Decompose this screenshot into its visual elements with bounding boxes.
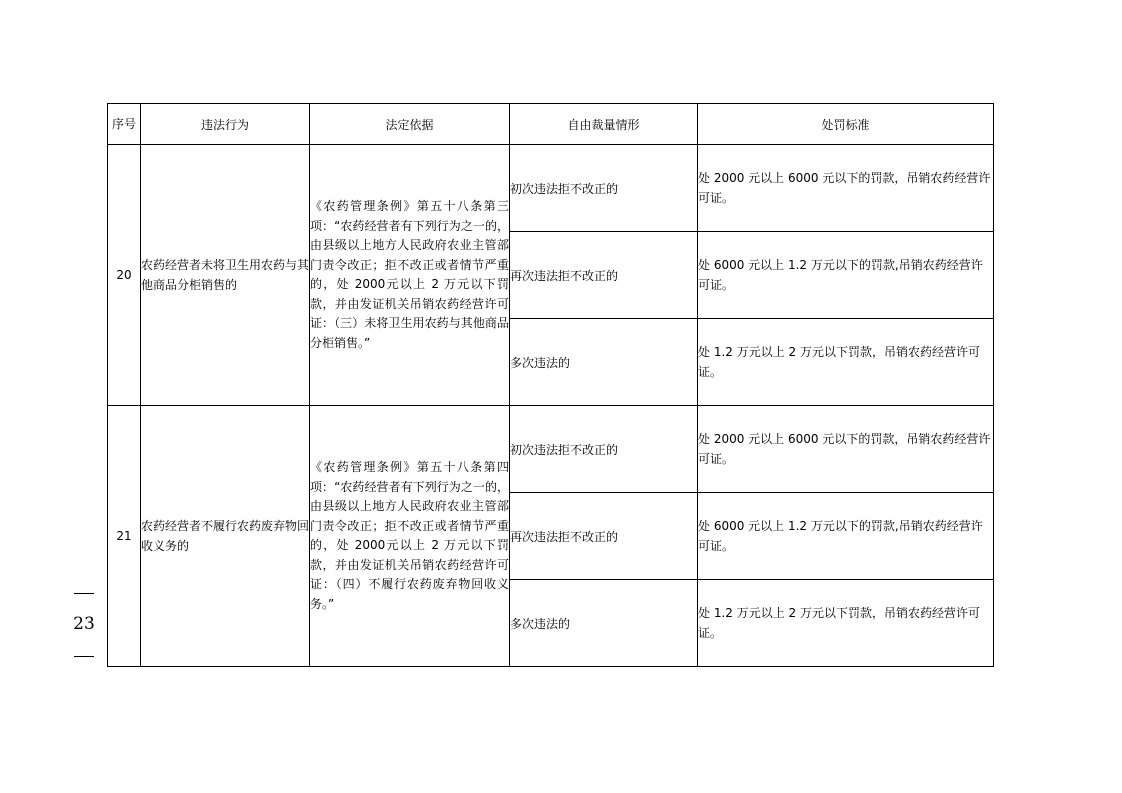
header-standard: 处罚标准 bbox=[698, 104, 994, 145]
row-legal-basis: 《农药管理条例》第五十八条第三项：“农药经营者有下列行为之一的，由县级以上地方人民政府农业主管部门责令改正；拒不改正或者情节严重的，处 2000元以上 2 万元以下罚款，并由发证机关吊销农药经营许可证：（三）未将卫生用农药与其他商品分柜销售。” bbox=[310, 145, 510, 406]
row-behavior: 农药经营者未将卫生用农药与其他商品分柜销售的 bbox=[141, 145, 310, 406]
row-legal-basis: 《农药管理条例》第五十八条第四项：“农药经营者有下列行为之一的，由县级以上地方人民政府农业主管部门责令改正；拒不改正或者情节严重的，处 2000元以上 2 万元以下罚款，并由发证机关吊销农药经营许可证：（四）不履行农药废弃物回收义务。” bbox=[310, 406, 510, 667]
row-standard: 处 6000 元以上 1.2 万元以下的罚款,吊销农药经营许可证。 bbox=[698, 232, 994, 319]
penalty-table bbox=[107, 103, 994, 667]
header-row bbox=[108, 104, 994, 145]
row-standard: 处 2000 元以上 6000 元以下的罚款，吊销农药经营许可证。 bbox=[698, 145, 994, 232]
row-behavior: 农药经营者不履行农药废弃物回收义务的 bbox=[141, 406, 310, 667]
page-number-dash-bottom bbox=[74, 656, 94, 657]
header-behavior: 违法行为 bbox=[141, 104, 310, 145]
row-seq: 20 bbox=[108, 145, 141, 406]
row-standard: 处 1.2 万元以上 2 万元以下罚款，吊销农药经营许可证。 bbox=[698, 319, 994, 406]
row-seq: 21 bbox=[108, 406, 141, 667]
table-row bbox=[108, 145, 994, 232]
table-row bbox=[108, 406, 994, 493]
header-seq: 序号 bbox=[108, 104, 141, 145]
page-number: 23 bbox=[73, 614, 95, 634]
header-basis: 法定依据 bbox=[310, 104, 510, 145]
row-circumstance: 再次违法拒不改正的 bbox=[510, 493, 698, 580]
page-number-dash-top bbox=[74, 593, 94, 594]
header-circumstance: 自由裁量情形 bbox=[510, 104, 698, 145]
row-circumstance: 多次违法的 bbox=[510, 580, 698, 667]
row-circumstance: 初次违法拒不改正的 bbox=[510, 145, 698, 232]
row-standard: 处 2000 元以上 6000 元以下的罚款，吊销农药经营许可证。 bbox=[698, 406, 994, 493]
page-number-block bbox=[70, 593, 98, 657]
row-standard: 处 6000 元以上 1.2 万元以下的罚款,吊销农药经营许可证。 bbox=[698, 493, 994, 580]
row-circumstance: 多次违法的 bbox=[510, 319, 698, 406]
row-circumstance: 初次违法拒不改正的 bbox=[510, 406, 698, 493]
row-circumstance: 再次违法拒不改正的 bbox=[510, 232, 698, 319]
row-standard: 处 1.2 万元以上 2 万元以下罚款，吊销农药经营许可证。 bbox=[698, 580, 994, 667]
